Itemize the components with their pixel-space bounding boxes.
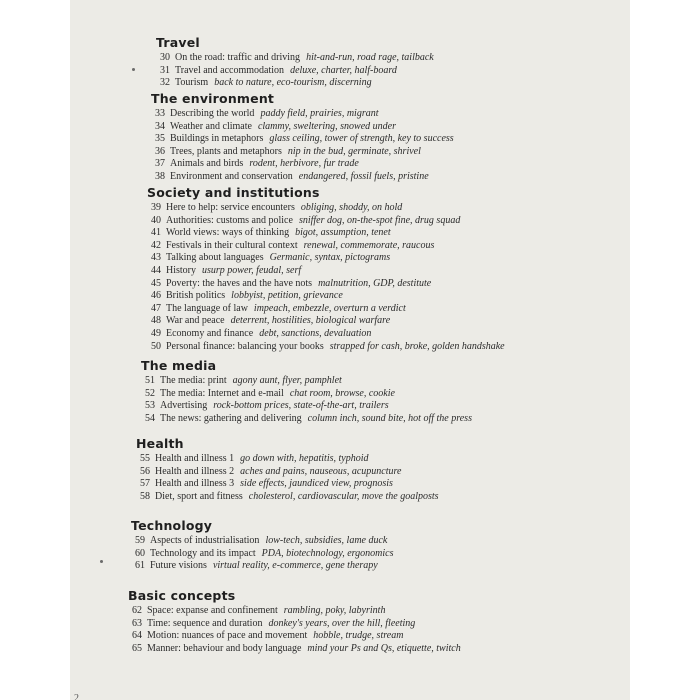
section-heading: The environment	[151, 91, 275, 106]
contents-row	[147, 328, 505, 341]
contents-row	[128, 618, 461, 631]
contents-row	[156, 52, 434, 65]
contents-row	[156, 77, 434, 90]
unit-title: The media: print	[160, 375, 227, 386]
unit-keywords: sniffer dog, on-the-spot fine, drug squad	[298, 214, 461, 226]
contents-row	[151, 133, 454, 146]
unit-number: 49	[151, 327, 161, 339]
contents-row	[136, 466, 439, 479]
unit-number: 57	[140, 478, 150, 490]
contents-row	[147, 215, 505, 228]
unit-keywords: debt, sanctions, devaluation	[259, 327, 372, 339]
unit-number: 40	[151, 214, 161, 226]
unit-number: 58	[140, 490, 150, 502]
section-travel	[156, 35, 434, 90]
contents-row	[141, 413, 472, 426]
unit-number: 59	[135, 535, 145, 546]
section-heading: Health	[136, 436, 184, 451]
contents-row	[151, 121, 454, 134]
unit-title: Here to help: service encounters	[166, 202, 295, 213]
book-page	[70, 0, 630, 700]
unit-title: History	[166, 264, 196, 276]
ink-speck	[132, 68, 135, 71]
unit-keywords: rock-bottom prices, state-of-the-art, trailers	[213, 400, 389, 412]
unit-keywords: deluxe, charter, half-board	[290, 64, 397, 76]
unit-number: 41	[151, 227, 161, 239]
contents-row	[128, 605, 461, 618]
unit-keywords: renewal, commemorate, raucous	[303, 239, 435, 251]
unit-number: 46	[151, 290, 161, 302]
unit-keywords: rambling, poky, labyrinth	[283, 605, 386, 616]
unit-title: Weather and climate	[170, 120, 252, 132]
unit-number: 42	[151, 239, 161, 251]
unit-number: 56	[140, 465, 150, 477]
unit-keywords: cholesterol, cardiovascular, move the goalposts	[248, 490, 439, 502]
unit-title: Talking about languages	[166, 252, 264, 264]
unit-title: Diet, sport and fitness	[155, 490, 243, 502]
unit-title: Animals and birds	[170, 158, 244, 170]
unit-keywords: lobbyist, petition, grievance	[231, 290, 343, 302]
unit-keywords: obliging, shoddy, on hold	[300, 202, 403, 213]
unit-title: Tourism	[175, 77, 209, 89]
unit-title: Environment and conservation	[170, 170, 293, 182]
contents-row	[151, 171, 454, 184]
contents-row	[147, 341, 505, 354]
section-heading: Society and institutions	[147, 185, 320, 200]
unit-title: Poverty: the haves and the have nots	[166, 277, 313, 289]
unit-title: Future visions	[150, 560, 207, 572]
contents-row	[147, 252, 505, 265]
unit-number: 51	[145, 375, 155, 386]
unit-keywords: hobble, trudge, stream	[313, 630, 404, 642]
contents-row	[141, 375, 472, 388]
unit-number: 39	[151, 202, 161, 213]
contents-row	[147, 240, 505, 253]
contents-row	[156, 65, 434, 78]
unit-keywords: PDA, biotechnology, ergonomics	[261, 547, 394, 559]
unit-title: The media: Internet and e-mail	[160, 387, 284, 399]
contents-row	[151, 108, 454, 121]
unit-title: Aspects of industrialisation	[150, 535, 260, 546]
section-society	[147, 185, 505, 353]
contents-row	[151, 158, 454, 171]
unit-title: Technology and its impact	[150, 547, 256, 559]
unit-title: Advertising	[160, 400, 208, 412]
unit-number: 54	[145, 412, 155, 424]
section-basic-concepts	[128, 588, 461, 655]
unit-number: 38	[155, 170, 165, 182]
contents-row	[131, 548, 394, 561]
section-technology	[131, 518, 394, 573]
contents-row	[147, 202, 505, 215]
contents-row	[136, 453, 439, 466]
unit-keywords: go down with, hepatitis, typhoid	[240, 453, 369, 464]
unit-number: 44	[151, 264, 161, 276]
unit-number: 60	[135, 547, 145, 559]
unit-number: 30	[160, 52, 170, 63]
unit-keywords: back to nature, eco-tourism, discerning	[214, 77, 372, 89]
unit-number: 37	[155, 158, 165, 170]
unit-title: World views: ways of thinking	[166, 227, 290, 239]
unit-title: Travel and accommodation	[175, 64, 285, 76]
unit-title: Health and illness 2	[155, 465, 235, 477]
section-heading: Travel	[156, 35, 200, 50]
page-number: 2	[74, 693, 79, 700]
contents-row	[147, 265, 505, 278]
unit-number: 63	[132, 617, 142, 629]
unit-title: Health and illness 1	[155, 453, 235, 464]
unit-number: 52	[145, 387, 155, 399]
unit-title: On the road: traffic and driving	[175, 52, 301, 63]
unit-title: Authorities: customs and police	[166, 214, 293, 226]
unit-number: 47	[151, 302, 161, 314]
section-heading: The media	[141, 358, 217, 373]
unit-keywords: clammy, sweltering, snowed under	[257, 120, 396, 132]
unit-keywords: deterrent, hostilities, biological warfare	[230, 315, 391, 327]
unit-number: 36	[155, 145, 165, 157]
unit-number: 34	[155, 120, 165, 132]
unit-number: 33	[155, 108, 165, 119]
unit-title: Buildings in metaphors	[170, 133, 264, 145]
unit-title: Festivals in their cultural context	[166, 239, 298, 251]
unit-keywords: column inch, sound bite, hot off the press	[307, 412, 472, 424]
unit-keywords: strapped for cash, broke, golden handshake	[329, 340, 505, 352]
unit-number: 35	[155, 133, 165, 145]
unit-keywords: low-tech, subsidies, lame duck	[265, 535, 388, 546]
contents-row	[128, 630, 461, 643]
unit-number: 48	[151, 315, 161, 327]
contents-row	[131, 560, 394, 573]
unit-keywords: chat room, browse, cookie	[289, 387, 395, 399]
unit-keywords: rodent, herbivore, fur trade	[249, 158, 359, 170]
unit-keywords: glass ceiling, tower of strength, key to success	[269, 133, 454, 145]
contents-row	[128, 643, 461, 656]
unit-keywords: virtual reality, e-commerce, gene therapy	[212, 560, 378, 572]
unit-keywords: bigot, assumption, tenet	[295, 227, 391, 239]
unit-title: Space: expanse and confinement	[147, 605, 278, 616]
unit-number: 65	[132, 642, 142, 654]
unit-keywords: Germanic, syntax, pictograms	[269, 252, 391, 264]
contents-row	[147, 290, 505, 303]
unit-title: Motion: nuances of pace and movement	[147, 630, 308, 642]
unit-number: 55	[140, 453, 150, 464]
unit-number: 64	[132, 630, 142, 642]
unit-keywords: side effects, jaundiced view, prognosis	[240, 478, 393, 490]
section-media	[141, 358, 472, 425]
unit-number: 31	[160, 64, 170, 76]
ink-speck	[100, 560, 103, 563]
unit-keywords: endangered, fossil fuels, pristine	[298, 170, 429, 182]
unit-number: 53	[145, 400, 155, 412]
unit-title: Trees, plants and metaphors	[170, 145, 282, 157]
unit-title: The language of law	[166, 302, 248, 314]
unit-title: Economy and finance	[166, 327, 254, 339]
unit-keywords: nip in the bud, germinate, shrivel	[287, 145, 421, 157]
unit-title: Time: sequence and duration	[147, 617, 263, 629]
unit-keywords: donkey's years, over the hill, fleeting	[268, 617, 416, 629]
unit-number: 62	[132, 605, 142, 616]
section-environment	[151, 91, 454, 184]
unit-number: 45	[151, 277, 161, 289]
section-health	[136, 436, 439, 503]
unit-title: Health and illness 3	[155, 478, 235, 490]
contents-row	[147, 315, 505, 328]
unit-title: Manner: behaviour and body language	[147, 642, 302, 654]
unit-title: War and peace	[166, 315, 225, 327]
unit-keywords: paddy field, prairies, migrant	[260, 108, 379, 119]
unit-keywords: malnutrition, GDP, destitute	[318, 277, 432, 289]
unit-keywords: agony aunt, flyer, pamphlet	[232, 375, 342, 386]
unit-keywords: aches and pains, nauseous, acupuncture	[240, 465, 402, 477]
contents-row	[131, 535, 394, 548]
unit-number: 50	[151, 340, 161, 352]
unit-title: Describing the world	[170, 108, 255, 119]
contents-row	[147, 278, 505, 291]
unit-title: The news: gathering and delivering	[160, 412, 302, 424]
contents-row	[151, 146, 454, 159]
unit-number: 61	[135, 560, 145, 572]
contents-row	[141, 400, 472, 413]
unit-number: 43	[151, 252, 161, 264]
contents-row	[136, 478, 439, 491]
unit-title: British politics	[166, 290, 226, 302]
contents-row	[147, 303, 505, 316]
unit-title: Personal finance: balancing your books	[166, 340, 324, 352]
unit-keywords: usurp power, feudal, serf	[202, 264, 302, 276]
contents-row	[141, 388, 472, 401]
contents-row	[136, 491, 439, 504]
contents-row	[147, 227, 505, 240]
unit-keywords: impeach, embezzle, overturn a verdict	[253, 302, 406, 314]
unit-number: 32	[160, 77, 170, 89]
section-heading: Basic concepts	[128, 588, 236, 603]
unit-keywords: mind your Ps and Qs, etiquette, twitch	[307, 642, 461, 654]
section-heading: Technology	[131, 518, 213, 533]
unit-keywords: hit-and-run, road rage, tailback	[306, 52, 434, 63]
